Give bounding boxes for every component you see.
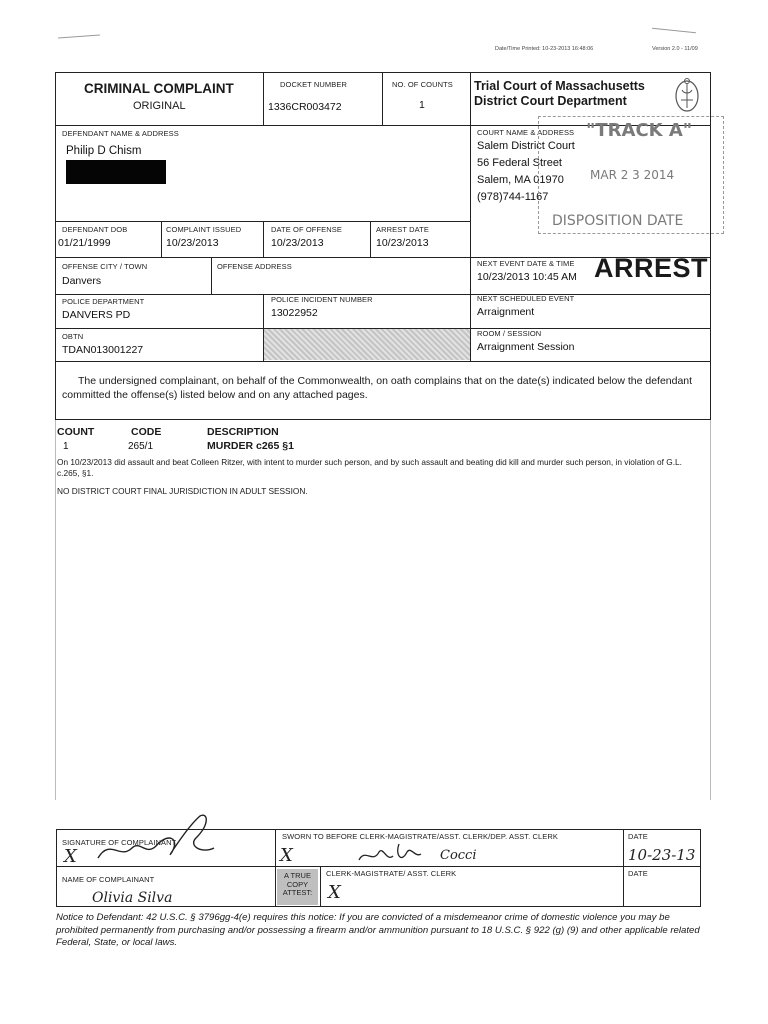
clerk-magistrate-label: CLERK-MAGISTRATE/ ASST. CLERK [326, 869, 457, 878]
court-title-1: Trial Court of Massachusetts [474, 79, 645, 93]
obtn-label: OBTN [62, 332, 84, 341]
stamp-date: MAR 2 3 2014 [590, 168, 675, 182]
date2-label: DATE [628, 869, 648, 878]
complaint-statement: The undersigned complainant, on behalf of the Commonwealth, on oath complains that on the date(s) indicated below the defendant committed the offense(s) listed below and on any attached pages. [62, 375, 693, 401]
docket-label: DOCKET NUMBER [280, 80, 348, 89]
disposition-date-stamp: DISPOSITION DATE [552, 213, 684, 229]
shaded-field [264, 329, 470, 360]
clerk-x-mark: X [280, 845, 293, 866]
arrest-date-value: 10/23/2013 [376, 237, 429, 249]
offense-code: 265/1 [128, 441, 154, 452]
issued-label: COMPLAINT ISSUED [166, 225, 242, 234]
offense-description: MURDER c265 §1 [207, 440, 294, 452]
form-subtitle: ORIGINAL [133, 100, 186, 112]
incident-number: 13022952 [271, 307, 318, 319]
scheduled-event: Arraignment [477, 306, 535, 318]
court-phone: (978)744-1167 [477, 191, 549, 203]
track-stamp: "TRACK A" [586, 120, 693, 141]
offense-date-label: DATE OF OFFENSE [271, 225, 342, 234]
court-title-2: District Court Department [474, 94, 627, 108]
print-timestamp: Date/Time Printed: 10-23-2013 16:48:06 [495, 46, 594, 52]
court-city: Salem, MA 01970 [477, 174, 564, 186]
docket-number: 1336CR003472 [268, 101, 342, 113]
court-name: Salem District Court [477, 140, 575, 152]
next-event-value: 10/23/2013 10:45 AM [477, 271, 577, 283]
count-number: 1 [63, 441, 69, 452]
dob-value: 01/21/1999 [58, 237, 111, 249]
complainant-x-mark: X [64, 846, 77, 867]
defendant-notice: Notice to Defendant: 42 U.S.C. § 3796gg-4(e) requires this notice: If you are convicted of a misdemeanor crime of domestic violence you may be prohibited permanently from purchasing and/or possessing a firearm and/or ammunition pursuant to 18 U.S.C. § 922 (g) (9) and other applicable related Federal, State, or local laws. [56, 912, 700, 948]
offense-city-label: OFFENSE CITY / TOWN [62, 262, 148, 271]
defendant-name: Philip D Chism [66, 145, 142, 157]
offense-address-label: OFFENSE ADDRESS [217, 262, 292, 271]
complainant-name-label: NAME OF COMPLAINANT [62, 875, 155, 884]
offense-city: Danvers [62, 275, 102, 287]
next-event-label: NEXT EVENT DATE & TIME [477, 259, 575, 268]
code-header: CODE [131, 426, 162, 438]
complainant-name: Olivia Silva [92, 890, 173, 906]
obtn-value: TDAN013001227 [62, 344, 144, 356]
dob-label: DEFENDANT DOB [62, 225, 128, 234]
room-session-label: ROOM / SESSION [477, 329, 542, 338]
court-street: 56 Federal Street [477, 157, 562, 169]
offense-date-value: 10/23/2013 [271, 237, 324, 249]
counts-label: NO. OF COUNTS [392, 80, 453, 89]
clerk-magistrate-x-mark: X [328, 882, 341, 903]
complainant-signature [90, 808, 220, 868]
incident-label: POLICE INCIDENT NUMBER [271, 295, 373, 304]
form-version: Version 2.0 - 11/09 [652, 46, 698, 52]
issued-value: 10/23/2013 [166, 237, 219, 249]
police-dept: DANVERS PD [62, 309, 131, 321]
redacted-address [66, 160, 166, 184]
jurisdiction-note: NO DISTRICT COURT FINAL JURISDICTION IN ADULT SESSION. [57, 486, 308, 496]
clerk-signature-scrawl [355, 838, 435, 868]
true-copy-box: A TRUE COPY ATTEST: [277, 869, 318, 905]
form-title: CRIMINAL COMPLAINT [84, 81, 234, 96]
offense-detail: On 10/23/2013 did assault and beat Colleen Ritzer, with intent to murder such person, and by such assault and beating did kill and murder such person, in violation of G.L. c.265, §1. [57, 457, 682, 478]
date-label: DATE [628, 832, 648, 841]
police-dept-label: POLICE DEPARTMENT [62, 297, 145, 306]
sworn-label: SWORN TO BEFORE CLERK-MAGISTRATE/ASST. CLERK/DEP. ASST. CLERK [282, 832, 559, 841]
court-address-label: COURT NAME & ADDRESS [477, 128, 575, 137]
massachusetts-seal-icon [672, 76, 702, 116]
arrest-date-label: ARREST DATE [376, 225, 429, 234]
clerk-signature: Cocci [440, 848, 477, 863]
scan-mark [58, 35, 100, 39]
arrest-stamp: ARREST [594, 253, 709, 283]
complainant-signature-label: SIGNATURE OF COMPLAINANT [62, 838, 177, 847]
room-session: Arraignment Session [477, 341, 575, 353]
defendant-name-label: DEFENDANT NAME & ADDRESS [62, 129, 179, 138]
counts-value: 1 [419, 99, 425, 111]
description-header: DESCRIPTION [207, 426, 279, 438]
scan-mark [652, 28, 696, 34]
signed-date: 10-23-13 [628, 846, 696, 864]
scheduled-event-label: NEXT SCHEDULED EVENT [477, 294, 575, 303]
count-header: COUNT [57, 426, 95, 438]
